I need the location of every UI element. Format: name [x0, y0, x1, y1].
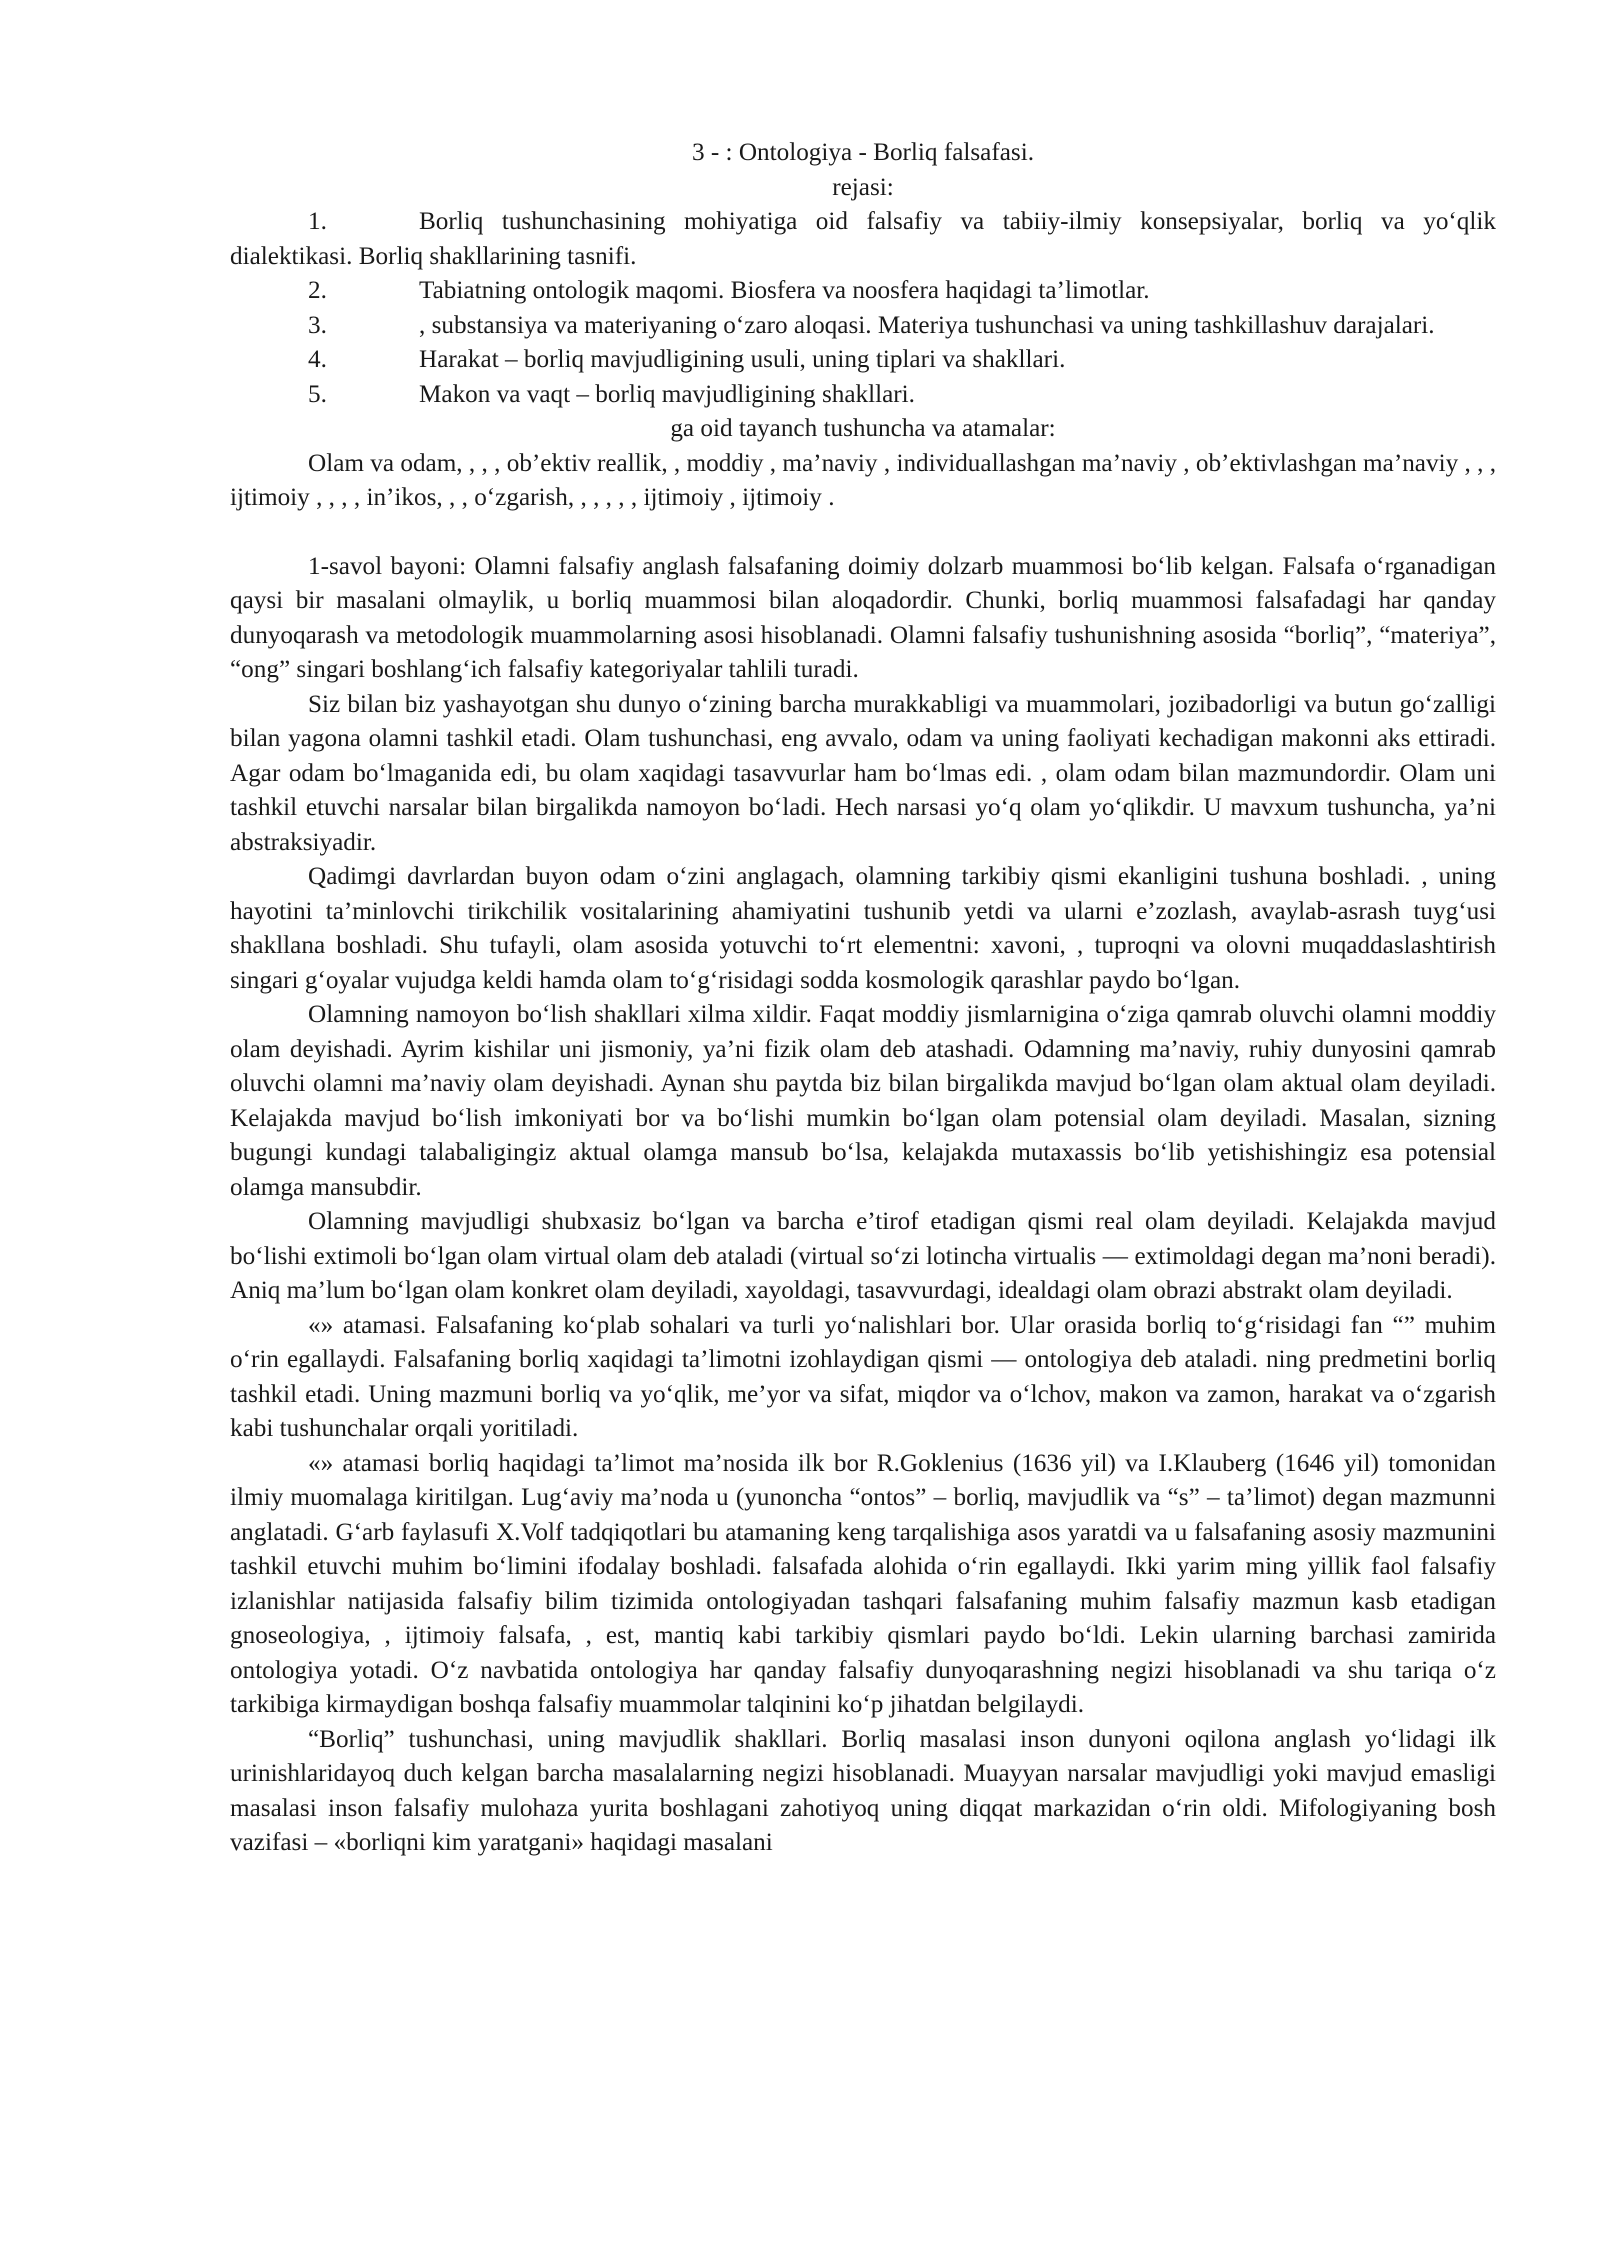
plan-item-3	[230, 309, 1496, 344]
document-page	[230, 136, 1496, 1861]
body-paragraph-7: «» atamasi borliq haqidagi ta’limot ma’nosida ilk bor R.Goklenius (1636 yil) va I.Klauberg (1646 yil) tomonidan ilmiy muomalaga kiritilgan. Lug‘aviy ma’noda u (yunoncha “ontos” – borliq, mavjudlik va “s” – ta’limot) degan mazmunni anglatadi. G‘arb faylasufi X.Volf tadqiqotlari bu atamaning keng tarqalishiga asos yaratdi va u falsafaning asosiy mazmunini tashkil etuvchi muhim bo‘limini ifodalay boshladi. falsafada alohida o‘rin egallaydi. Ikki yarim ming yillik faol falsafiy izlanishlar natijasida falsafiy bilim tizimida ontologiyadan tashqari falsafaning muhim falsafiy mazmun kasb etadigan gnoseologiya, , ijtimoiy falsafa, , est, mantiq kabi tarkibiy qismlari paydo bo‘ldi. Lekin ularning barchasi zamirida ontologiya yotadi. O‘z navbatida ontologiya har qanday falsafiy dunyoqarashning negizi hisoblanadi va shu tariqa o‘z tarkibiga kirmaydigan boshqa falsafiy muammolar talqinini ko‘p jihatdan belgilaydi.	[230, 1449, 1496, 1718]
plan-item-text: Tabiatning ontologik maqomi. Biosfera va noosfera haqidagi ta’limotlar.	[419, 277, 1150, 304]
terms-heading: ga oid tayanch tushuncha va atamalar:	[670, 415, 1056, 442]
body-paragraph-5: Olamning mavjudligi shubxasiz bo‘lgan va barcha e’tirof etadigan qismi real olam deyiladi. Kelajakda mavjud bo‘lishi extimoli bo‘lgan olam virtual olam deb ataladi (virtual so‘zi lotincha virtualis — extimoldagi degan ma’noni beradi). Aniq ma’lum bo‘lgan olam konkret olam deyiladi, xayoldagi, tasavvurdagi, idealdagi olam obrazi abstrakt olam deyiladi.	[230, 1208, 1496, 1304]
plan-item-text: Makon va vaqt – borliq mavjudligining shakllari.	[419, 380, 915, 408]
terms-paragraph: Olam va odam, , , , ob’ektiv reallik, , moddiy , ma’naviy , individuallashgan ma’naviy , ob’ektivlashgan ma’naviy , , , ijtimoiy , , , , in’ikos, , , o‘zgarish, , , , , , ijtimoiy , ijtimoiy .	[230, 449, 1496, 511]
body-paragraph-4: Olamning namoyon bo‘lish shakllari xilma xildir. Faqat moddiy jismlarnigina o‘ziga qamrab oluvchi olamni moddiy olam deyishadi. Ayrim kishilar uni jismoniy, ya’ni fizik olam deb atashadi. Odamning ma’naviy, ruhiy dunyosini qamrab oluvchi olamni ma’naviy olam deyishadi. Aynan shu paytda biz bilan birgalikda mavjud bo‘lgan olam aktual olam deyiladi. Kelajakda mavjud bo‘lish imkoniyati bor va bo‘lishi mumkin bo‘lgan olam potensial olam deyiladi. Masalan, sizning bugungi kundagi talabaligingiz aktual olamga mansub bo‘lsa, kelajakda mutaxassis bo‘lib yetishishingiz esa potensial olamga mansubdir.	[230, 1001, 1496, 1201]
document-title: 3 - : Ontologiya - Borliq falsafasi.	[691, 139, 1035, 166]
plan-item-text: , substansiya va materiyaning o‘zaro aloqasi. Materiya tushunchasi va uning tashkillashuv darajalari.	[419, 311, 1435, 339]
plan-item-number: 4.	[308, 346, 327, 373]
body-paragraph-1: 1-savol bayoni: Olamni falsafiy anglash falsafaning doimiy dolzarb muammosi bo‘lib kelgan. Falsafa o‘rganadigan qaysi bir masalani olmaylik, u borliq muammosi bilan aloqadordir. Chunki, borliq muammosi falsafadagi har qanday dunyoqarash va metodologik muammolarning asosi hisoblanadi. Olamni falsafiy tushunishning asosida “borliq”, “materiya”, “ong” singari boshlang‘ich falsafiy kategoriyalar tahlili turadi.	[230, 552, 1496, 683]
plan-item-number: 1.	[308, 208, 327, 235]
plan-list	[230, 205, 1496, 412]
body-paragraph-8: “Borliq” tushunchasi, uning mavjudlik shakllari. Borliq masalasi inson dunyoni oqilona anglash yo‘lidagi ilk urinishlaridayoq duch kelgan barcha masalalarning negizi hisoblanadi. Muayyan narsalar mavjudligi yoki mavjud emasligi masalasi inson falsafiy mulohaza yurita boshlagani zahotiyoq uning diqqat markazidan o‘rin oldi. Mifologiyaning bosh vazifasi – «borliqni kim yaratgani» haqidagi masalani	[230, 1725, 1496, 1856]
spacer	[230, 516, 1496, 550]
plan-item-number: 3.	[308, 311, 327, 339]
plan-heading: rejasi:	[832, 173, 894, 201]
plan-item-number: 2.	[308, 277, 327, 304]
plan-item-text: Borliq tushunchasining mohiyatiga oid falsafiy va tabiiy-ilmiy konsepsiyalar, borliq va yo‘qlik dialektikasi. Borliq shakllarining tasnifi.	[230, 208, 1496, 270]
body-paragraph-6: «» atamasi. Falsafaning ko‘plab sohalari va turli yo‘nalishlari bor. Ular orasida borliq to‘g‘risidagi fan “” muhim o‘rin egallaydi. Falsafaning borliq xaqidagi ta’limotni izohlaydigan qismi — ontologiya deb ataladi. ning predmetini borliq tashkil etadi. Uning mazmuni borliq va yo‘qlik, me’yor va sifat, miqdor va o‘lchov, makon va zamon, harakat va o‘zgarish kabi tushunchalar orqali yoritiladi.	[230, 1311, 1496, 1442]
plan-item-1	[230, 205, 1496, 274]
body-paragraph-3: Qadimgi davrlardan buyon odam o‘zini anglagach, olamning tarkibiy qismi ekanligini tushuna boshladi. , uning hayotini ta’minlovchi tirikchilik vositalarining ahamiyatini tushunib yetdi va ularni e’zozlash, avaylab-asrash tuyg‘usi shakllana boshladi. Shu tufayli, olam asosida yotuvchi to‘rt elementni: xavoni, , tuproqni va olovni muqaddaslashtirish singari g‘oyalar vujudga keldi hamda olam to‘g‘risidagi sodda kosmologik qarashlar paydo bo‘lgan.	[230, 863, 1496, 994]
plan-item-4	[230, 343, 1496, 378]
plan-item-text: Harakat – borliq mavjudligining usuli, uning tiplari va shakllari.	[419, 346, 1066, 373]
body-paragraph-2: Siz bilan biz yashayotgan shu dunyo o‘zining barcha murakkabligi va muammolari, jozibadorligi va butun go‘zalligi bilan yagona olamni tashkil etadi. Olam tushunchasi, eng avvalo, odam va uning faoliyati kechadigan makonni aks ettiradi. Agar odam bo‘lmaganida edi, bu olam xaqidagi tasavvurlar ham bo‘lmas edi. , olam odam bilan mazmundordir. Olam uni tashkil etuvchi narsalar bilan birgalikda namoyon bo‘ladi. Hech narsasi yo‘q olam yo‘qlikdir. U mavxum tushuncha, ya’ni abstraksiyadir.	[230, 690, 1496, 856]
plan-item-2	[230, 274, 1496, 309]
plan-item-5	[230, 378, 1496, 413]
plan-item-number: 5.	[308, 380, 327, 408]
